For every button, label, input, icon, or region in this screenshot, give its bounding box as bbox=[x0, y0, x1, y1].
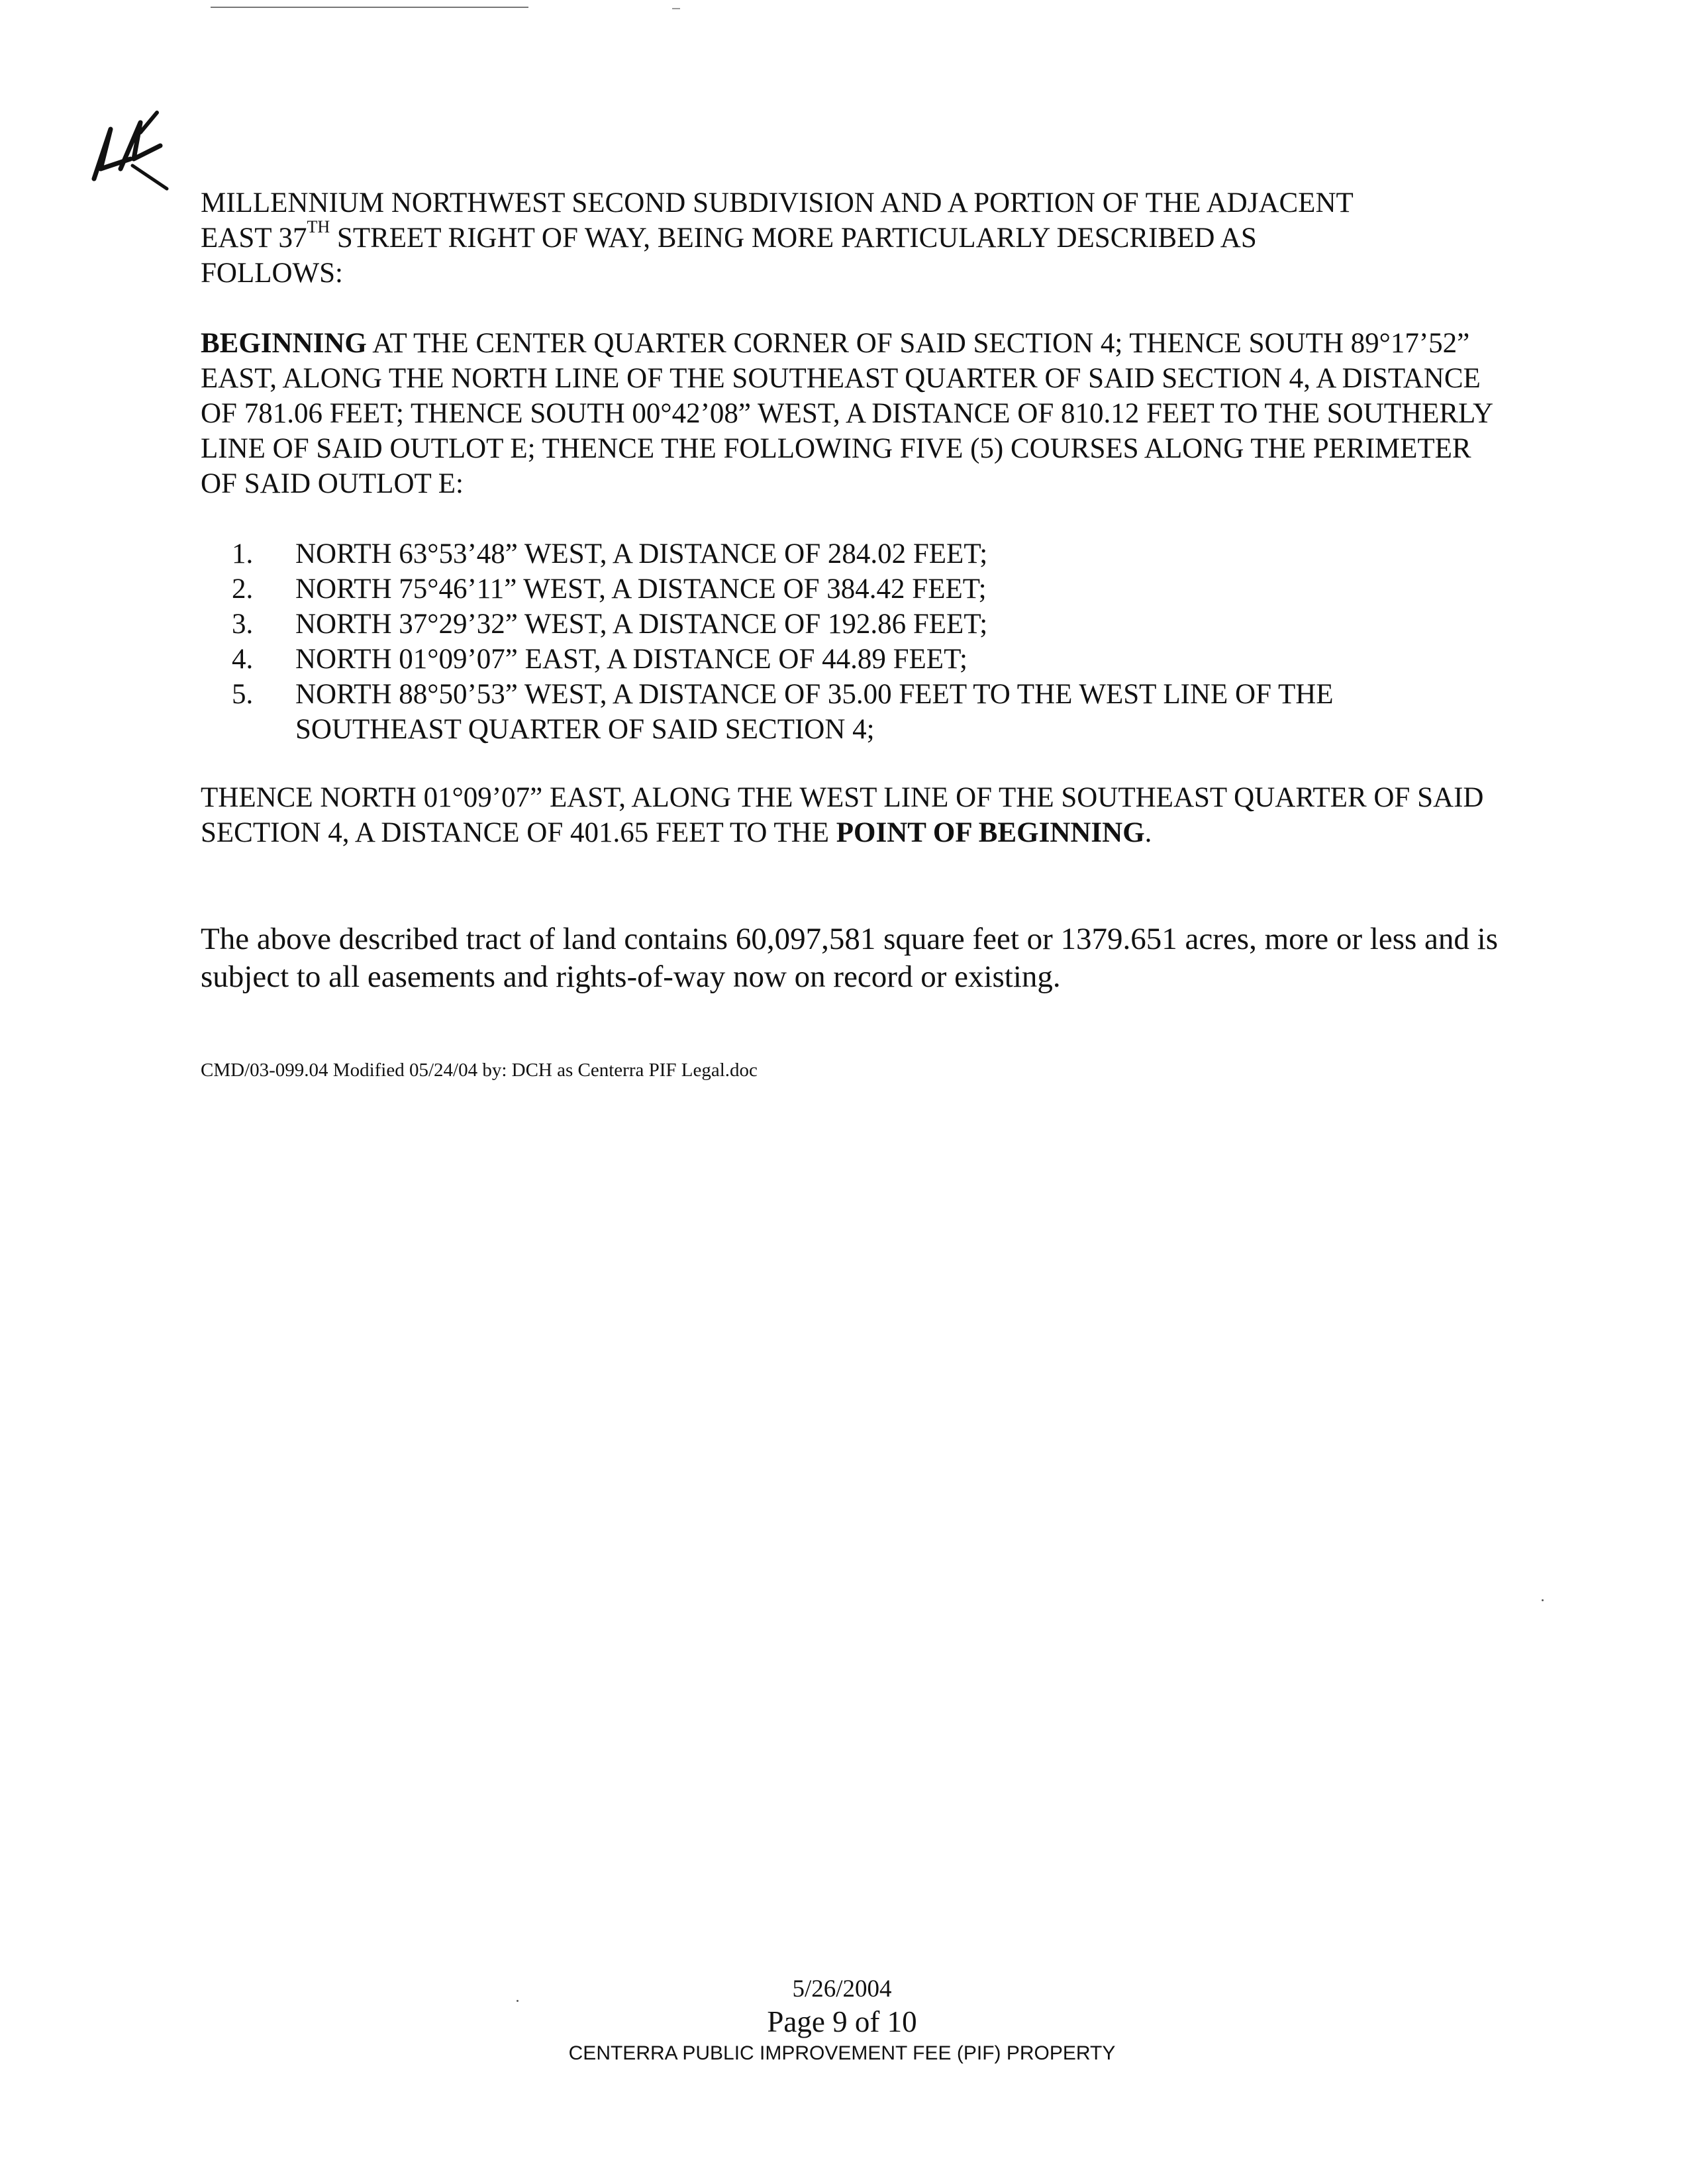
course-item bbox=[232, 571, 1490, 607]
scan-artifact-mark bbox=[672, 8, 680, 9]
course-item bbox=[232, 677, 1490, 747]
point-of-beginning: POINT OF BEGINNING bbox=[836, 817, 1145, 848]
courses-list bbox=[232, 536, 1490, 747]
course-number: 4. bbox=[232, 644, 254, 675]
footer-page-number: Page 9 of 10 bbox=[767, 2005, 917, 2038]
course-text: NORTH 01°09’07” EAST, A DISTANCE OF 44.89 FEET; bbox=[295, 644, 967, 675]
course-item bbox=[232, 607, 1490, 642]
beginning-description: AT THE CENTER QUARTER CORNER OF SAID SECTION 4; THENCE SOUTH 89°17’52” EAST, ALONG THE NORTH LINE OF THE SOUTHEAST QUARTER OF SAID SECTION 4, A DISTANCE OF 781.06 FEET; THENCE SOUTH 00°42’08” WEST, A DISTANCE OF 810.12 FEET TO THE SOUTHERLY LINE OF SAID OUTLOT E; THENCE THE FOLLOWING FIVE (5) COURSES ALONG THE PERIMETER OF SAID OUTLOT E: bbox=[201, 328, 1493, 499]
course-number: 5. bbox=[232, 679, 254, 710]
course-number: 3. bbox=[232, 609, 254, 640]
course-number: 1. bbox=[232, 538, 254, 570]
thence-paragraph bbox=[201, 780, 1499, 850]
course-item bbox=[232, 536, 1490, 571]
file-reference: CMD/03-099.04 Modified 05/24/04 by: DCH as Centerra PIF Legal.doc bbox=[201, 1060, 758, 1081]
course-number: 2. bbox=[232, 573, 254, 605]
beginning-paragraph bbox=[201, 326, 1499, 501]
beginning-heading: BEGINNING bbox=[201, 328, 367, 359]
course-text: NORTH 88°50’53” WEST, A DISTANCE OF 35.00 FEET TO THE WEST LINE OF THE SOUTHEAST QUARTER OF SAID SECTION 4; bbox=[295, 679, 1334, 745]
intro-line-2-prefix: EAST 37 bbox=[201, 223, 307, 254]
scan-speck bbox=[1542, 1599, 1544, 1601]
thence-description: THENCE NORTH 01°09’07” EAST, ALONG THE WEST LINE OF THE SOUTHEAST QUARTER OF SAID SECTION 4, A DISTANCE OF 401.65 FEET TO THE bbox=[201, 782, 1484, 848]
ordinal-superscript: TH bbox=[307, 217, 330, 236]
intro-line-1: MILLENNIUM NORTHWEST SECOND SUBDIVISION AND A PORTION OF THE ADJACENT bbox=[201, 187, 1354, 219]
intro-paragraph bbox=[201, 185, 1512, 291]
course-item bbox=[232, 642, 1490, 677]
handwritten-page-mark bbox=[74, 106, 173, 199]
course-text: NORTH 37°29’32” WEST, A DISTANCE OF 192.86 FEET; bbox=[295, 609, 988, 640]
intro-line-2-rest: STREET RIGHT OF WAY, BEING MORE PARTICULARLY DESCRIBED AS bbox=[330, 223, 1257, 254]
footer-date: 5/26/2004 bbox=[792, 1975, 892, 2003]
footer-title: CENTERRA PUBLIC IMPROVEMENT FEE (PIF) PROPERTY bbox=[568, 2042, 1116, 2064]
scan-artifact-line bbox=[211, 7, 528, 8]
course-text: NORTH 75°46’11” WEST, A DISTANCE OF 384.42 FEET; bbox=[295, 573, 987, 605]
thence-period: . bbox=[1144, 817, 1152, 848]
course-text: NORTH 63°53’48” WEST, A DISTANCE OF 284.02 FEET; bbox=[295, 538, 988, 570]
tract-summary: The above described tract of land contains 60,097,581 square feet or 1379.651 acres, more or less and is subject to all easements and rights-of-way now on record or existing. bbox=[201, 922, 1499, 994]
intro-line-3: FOLLOWS: bbox=[201, 258, 343, 289]
